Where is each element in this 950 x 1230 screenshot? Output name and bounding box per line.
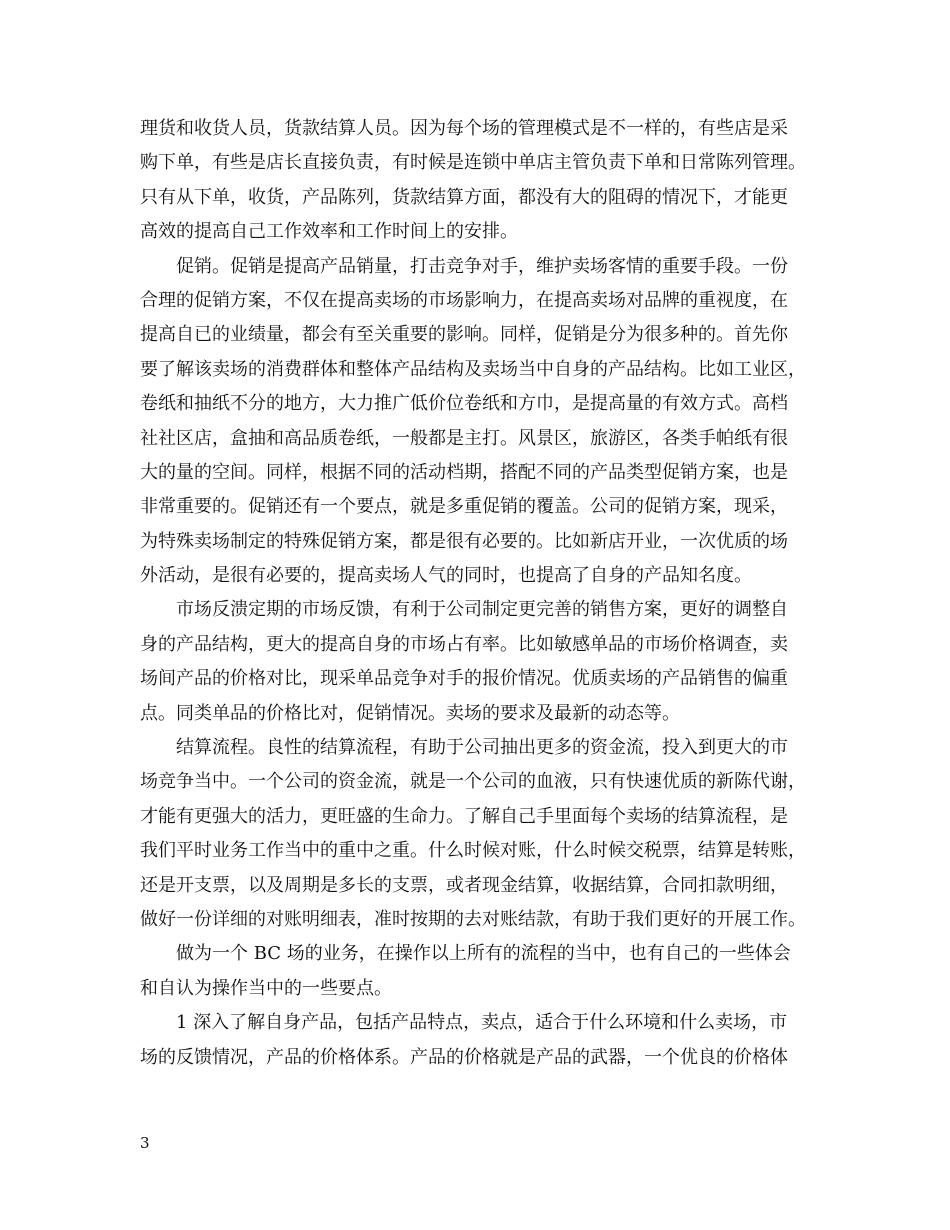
text-line: 身的产品结构，更大的提高自身的市场占有率。比如敏感单品的市场价格调查，卖 [140, 633, 788, 655]
text-line: 外活动，是很有必要的，提高卖场人气的同时，也提高了自身的产品知名度。 [140, 565, 752, 587]
page-number: 3 [140, 1134, 150, 1152]
text-line: 做好一份详细的对账明细表，准时按期的去对账结款，有助于我们更好的开展工作。 [140, 908, 806, 930]
text-line: 社社区店，盒抽和高品质卷纸，一般都是主打。风景区，旅游区，各类手帕纸有很 [140, 427, 788, 449]
text-line: 和自认为操作当中的一些要点。 [140, 977, 392, 999]
text-line: 提高自已的业绩量，都会有至关重要的影响。同样，促销是分为很多种的。首先你 [140, 324, 788, 346]
text-line: 非常重要的。促销还有一个要点，就是多重促销的覆盖。公司的促销方案，现采， [140, 496, 788, 518]
text-line: 市场反溃定期的市场反馈，有利于公司制定更完善的销售方案，更好的调整自 [176, 599, 788, 621]
text-line: 点。同类单品的价格比对，促销情况。卖场的要求及最新的动态等。 [140, 702, 680, 724]
text-line: 1 深入了解自身产品，包括产品特点，卖点，适合于什么环境和什么卖场，市 [176, 1012, 788, 1034]
text-line: 大的量的空间。同样，根据不同的活动档期，搭配不同的产品类型促销方案，也是 [140, 461, 788, 483]
text-line: 场的反馈情况，产品的价格体系。产品的价格就是产品的武器，一个优良的价格体 [140, 1046, 788, 1068]
text-line: 合理的促销方案，不仅在提高卖场的市场影响力，在提高卖场对品牌的重视度，在 [140, 289, 788, 311]
text-line: 促销。促销是提高产品销量，打击竞争对手，维护卖场客情的重要手段。一份 [176, 255, 788, 277]
text-line: 只有从下单，收货，产品陈列，货款结算方面，都没有大的阻碍的情况下，才能更 [140, 186, 788, 208]
text-line: 理货和收货人员，货款结算人员。因为每个场的管理模式是不一样的，有些店是采 [140, 118, 788, 139]
text-line: 做为一个 BC 场的业务，在操作以上所有的流程的当中，也有自己的一些体会 [176, 943, 791, 965]
text-line: 场竞争当中。一个公司的资金流，就是一个公司的血液，只有快速优质的新陈代谢， [140, 771, 806, 793]
text-line: 我们平时业务工作当中的重中之重。什么时候对账，什么时候交税票，结算是转账， [140, 840, 806, 862]
text-line: 要了解该卖场的消费群体和整体产品结构及卖场当中自身的产品结构。比如工业区， [140, 358, 806, 380]
text-line: 结算流程。良性的结算流程，有助于公司抽出更多的资金流，投入到更大的市 [176, 737, 788, 759]
body-text [140, 112, 820, 1075]
text-line: 高效的提高自己工作效率和工作时间上的安排。 [140, 221, 518, 243]
text-line: 才能有更强大的活力，更旺盛的生命力。了解自己手里面每个卖场的结算流程，是 [140, 805, 788, 827]
text-line: 还是开支票，以及周期是多长的支票，或者现金结算，收据结算，合同扣款明细， [140, 874, 788, 896]
text-line: 购下单，有些是店长直接负责，有时候是连锁中单店主管负责下单和日常陈列管理。 [140, 152, 806, 174]
text-line: 卷纸和抽纸不分的地方，大力推广低价位卷纸和方巾，是提高量的有效方式。高档 [140, 393, 788, 415]
text-line: 为特殊卖场制定的特殊促销方案，都是很有必要的。比如新店开业，一次优质的场 [140, 530, 788, 552]
text-line: 场间产品的价格对比，现采单品竞争对手的报价情况。优质卖场的产品销售的偏重 [140, 668, 788, 690]
